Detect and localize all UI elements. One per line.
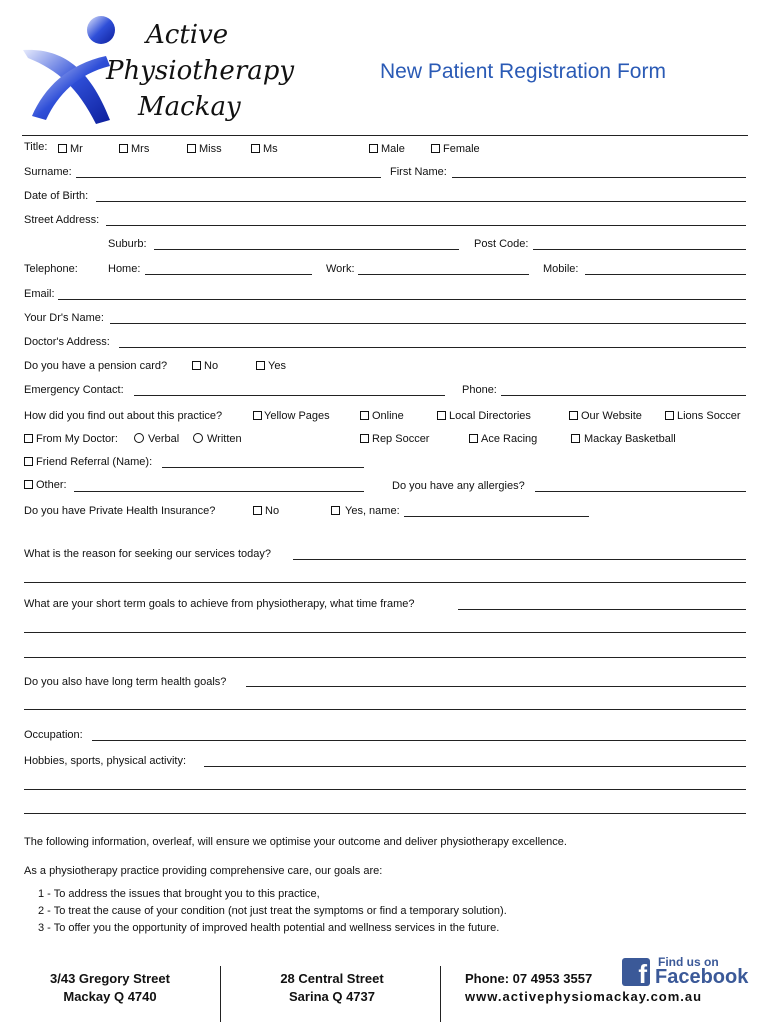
form-title: New Patient Registration Form — [380, 60, 666, 83]
referral-question: How did you find out about this practice? — [24, 410, 223, 422]
checkbox-insurance-no[interactable] — [253, 506, 262, 515]
insurance-question: Do you have Private Health Insurance? — [24, 505, 216, 517]
reason-line-1 — [293, 559, 746, 560]
footer-website[interactable]: www.activephysiomackay.com.au — [465, 989, 703, 1004]
lions-soccer-label: Lions Soccer — [677, 410, 741, 422]
insurance-name-line — [404, 516, 589, 517]
reason-input[interactable] — [293, 545, 746, 559]
surname-input[interactable] — [76, 163, 381, 177]
dob-input[interactable] — [96, 187, 746, 201]
emergency-phone-input[interactable] — [501, 381, 746, 395]
option-mrs: Mrs — [131, 143, 150, 155]
checkbox-rep-soccer[interactable] — [360, 434, 369, 443]
checkbox-insurance-yes[interactable] — [331, 506, 340, 515]
other-label: Other: — [36, 479, 67, 491]
email-input[interactable] — [58, 285, 746, 299]
dob-label: Date of Birth: — [24, 190, 89, 202]
long-goals-question: Do you also have long term health goals? — [24, 676, 227, 688]
mobile-input[interactable] — [585, 260, 746, 274]
work-phone-input[interactable] — [358, 260, 529, 274]
header-divider — [22, 135, 748, 136]
dr-name-input[interactable] — [110, 309, 746, 323]
checkbox-female[interactable] — [431, 144, 440, 153]
checkbox-ms[interactable] — [251, 144, 260, 153]
other-line — [74, 491, 364, 492]
info-paragraph-1: The following information, overleaf, will ensure we optimise your outcome and deliver physiotherapy excellence. — [24, 836, 567, 848]
checkbox-pension-no[interactable] — [192, 361, 201, 370]
long-goals-line-2[interactable] — [24, 709, 746, 710]
street-input[interactable] — [106, 211, 746, 225]
reason-line-2[interactable] — [24, 582, 746, 583]
short-goals-line-3[interactable] — [24, 657, 746, 658]
goal-1: 1 - To address the issues that brought you to this practice, — [38, 888, 320, 900]
yellow-pages-label: Yellow Pages — [264, 410, 330, 422]
footer-address-sarina-line2: Sarina Q 4737 — [289, 989, 375, 1004]
short-goals-line-1 — [458, 609, 746, 610]
hobbies-label: Hobbies, sports, physical activity: — [24, 755, 187, 767]
work-label: Work: — [326, 263, 355, 275]
verbal-label: Verbal — [148, 433, 180, 445]
our-website-label: Our Website — [581, 410, 642, 422]
surname-label: Surname: — [24, 166, 72, 178]
checkbox-local-directories[interactable] — [437, 411, 446, 420]
emergency-line — [134, 395, 445, 396]
short-goals-input[interactable] — [458, 595, 746, 609]
option-female: Female — [443, 143, 480, 155]
radio-written[interactable] — [193, 433, 203, 443]
allergies-input[interactable] — [535, 477, 746, 491]
footer-address-mackay-line2: Mackay Q 4740 — [63, 989, 157, 1004]
option-mr: Mr — [70, 143, 83, 155]
work-phone-line — [358, 274, 529, 275]
option-male: Male — [381, 143, 405, 155]
reason-question: What is the reason for seeking our services today? — [24, 548, 272, 560]
short-goals-line-2[interactable] — [24, 632, 746, 633]
suburb-label: Suburb: — [108, 238, 147, 250]
home-phone-line — [145, 274, 312, 275]
dr-address-label: Doctor's Address: — [24, 336, 110, 348]
first-name-line — [452, 177, 746, 178]
dr-address-input[interactable] — [119, 333, 746, 347]
emergency-phone-line — [501, 395, 746, 396]
dob-line — [96, 201, 746, 202]
other-input[interactable] — [74, 477, 364, 491]
checkbox-pension-yes[interactable] — [256, 361, 265, 370]
postcode-line — [533, 249, 746, 250]
long-goals-input[interactable] — [246, 673, 746, 687]
checkbox-miss[interactable] — [187, 144, 196, 153]
emergency-label: Emergency Contact: — [24, 384, 124, 396]
footer-address-mackay-line1: 3/43 Gregory Street — [50, 971, 170, 986]
mobile-label: Mobile: — [543, 263, 579, 275]
surname-line — [76, 177, 381, 178]
insurance-yes-label: Yes, name: — [345, 505, 400, 517]
title-label: Title: — [24, 141, 48, 153]
pension-no-label: No — [204, 360, 219, 372]
friend-referral-line — [162, 467, 364, 468]
telephone-label: Telephone: — [24, 263, 78, 275]
emergency-phone-label: Phone: — [462, 384, 497, 396]
checkbox-other[interactable] — [24, 480, 33, 489]
checkbox-yellow-pages[interactable] — [253, 411, 262, 420]
footer-address-sarina-line1: 28 Central Street — [280, 971, 384, 986]
rep-soccer-label: Rep Soccer — [372, 433, 430, 445]
hobbies-line-3[interactable] — [24, 813, 746, 814]
checkbox-mr[interactable] — [58, 144, 67, 153]
email-label: Email: — [24, 288, 55, 300]
info-paragraph-2: As a physiotherapy practice providing comprehensive care, our goals are: — [24, 865, 383, 877]
online-label: Online — [372, 410, 404, 422]
facebook-wordmark[interactable]: Facebook — [655, 966, 749, 988]
hobbies-input[interactable] — [204, 752, 746, 766]
radio-verbal[interactable] — [134, 433, 144, 443]
checkbox-mrs[interactable] — [119, 144, 128, 153]
postcode-input[interactable] — [533, 235, 746, 249]
goal-2: 2 - To treat the cause of your condition (not just treat the symptoms or find a temporary solution). — [38, 905, 507, 917]
allergies-label: Do you have any allergies? — [392, 480, 525, 492]
footer-separator-2 — [440, 966, 441, 1022]
local-directories-label: Local Directories — [449, 410, 531, 422]
written-label: Written — [207, 433, 242, 445]
street-label: Street Address: — [24, 214, 100, 226]
checkbox-friend-referral[interactable] — [24, 457, 33, 466]
checkbox-mackay-basketball[interactable] — [571, 434, 580, 443]
mobile-line — [585, 274, 746, 275]
occupation-label: Occupation: — [24, 729, 83, 741]
option-ms: Ms — [263, 143, 278, 155]
goal-3: 3 - To offer you the opportunity of improved health potential and wellness services in the future. — [38, 922, 500, 934]
logo-line-physiotherapy: Physiotherapy — [106, 56, 295, 86]
footer-phone: Phone: 07 4953 3557 — [465, 971, 593, 986]
long-goals-line-1 — [246, 686, 746, 687]
pension-yes-label: Yes — [268, 360, 286, 372]
home-label: Home: — [108, 263, 141, 275]
option-miss: Miss — [199, 143, 222, 155]
friend-referral-input[interactable] — [162, 453, 364, 467]
insurance-no-label: No — [265, 505, 280, 517]
occupation-line — [92, 740, 746, 741]
hobbies-line-2[interactable] — [24, 789, 746, 790]
ace-racing-label: Ace Racing — [481, 433, 538, 445]
dr-address-line — [119, 347, 746, 348]
footer-address-sarina — [252, 970, 412, 1006]
pension-label: Do you have a pension card? — [24, 360, 168, 372]
checkbox-from-doctor[interactable] — [24, 434, 33, 443]
insurance-name-input[interactable] — [404, 502, 589, 516]
from-doctor-label: From My Doctor: — [36, 433, 118, 445]
email-line — [58, 299, 746, 300]
checkbox-male[interactable] — [369, 144, 378, 153]
logo-line-active: Active — [146, 20, 229, 50]
footer-separator-1 — [220, 966, 221, 1022]
short-goals-question: What are your short term goals to achieve from physiotherapy, what time frame? — [24, 598, 415, 610]
footer-address-mackay — [30, 970, 190, 1006]
checkbox-ace-racing[interactable] — [469, 434, 478, 443]
postcode-label: Post Code: — [474, 238, 529, 250]
emergency-input[interactable] — [134, 381, 445, 395]
hobbies-line-1 — [204, 766, 746, 767]
first-name-input[interactable] — [452, 163, 746, 177]
suburb-line — [154, 249, 459, 250]
dr-name-label: Your Dr's Name: — [24, 312, 104, 324]
logo-line-mackay: Mackay — [138, 92, 241, 122]
friend-referral-label: Friend Referral (Name): — [36, 456, 153, 468]
dr-name-line — [110, 323, 746, 324]
checkbox-lions-soccer[interactable] — [665, 411, 674, 420]
allergies-line — [535, 491, 746, 492]
facebook-icon[interactable]: f — [622, 958, 650, 986]
occupation-input[interactable] — [92, 726, 746, 740]
suburb-input[interactable] — [154, 235, 459, 249]
mackay-basketball-label: Mackay Basketball — [584, 433, 676, 445]
street-line — [106, 225, 746, 226]
first-name-label: First Name: — [390, 166, 447, 178]
checkbox-online[interactable] — [360, 411, 369, 420]
find-us-on-label: Find us on — [658, 955, 719, 969]
home-phone-input[interactable] — [145, 260, 312, 274]
checkbox-our-website[interactable] — [569, 411, 578, 420]
